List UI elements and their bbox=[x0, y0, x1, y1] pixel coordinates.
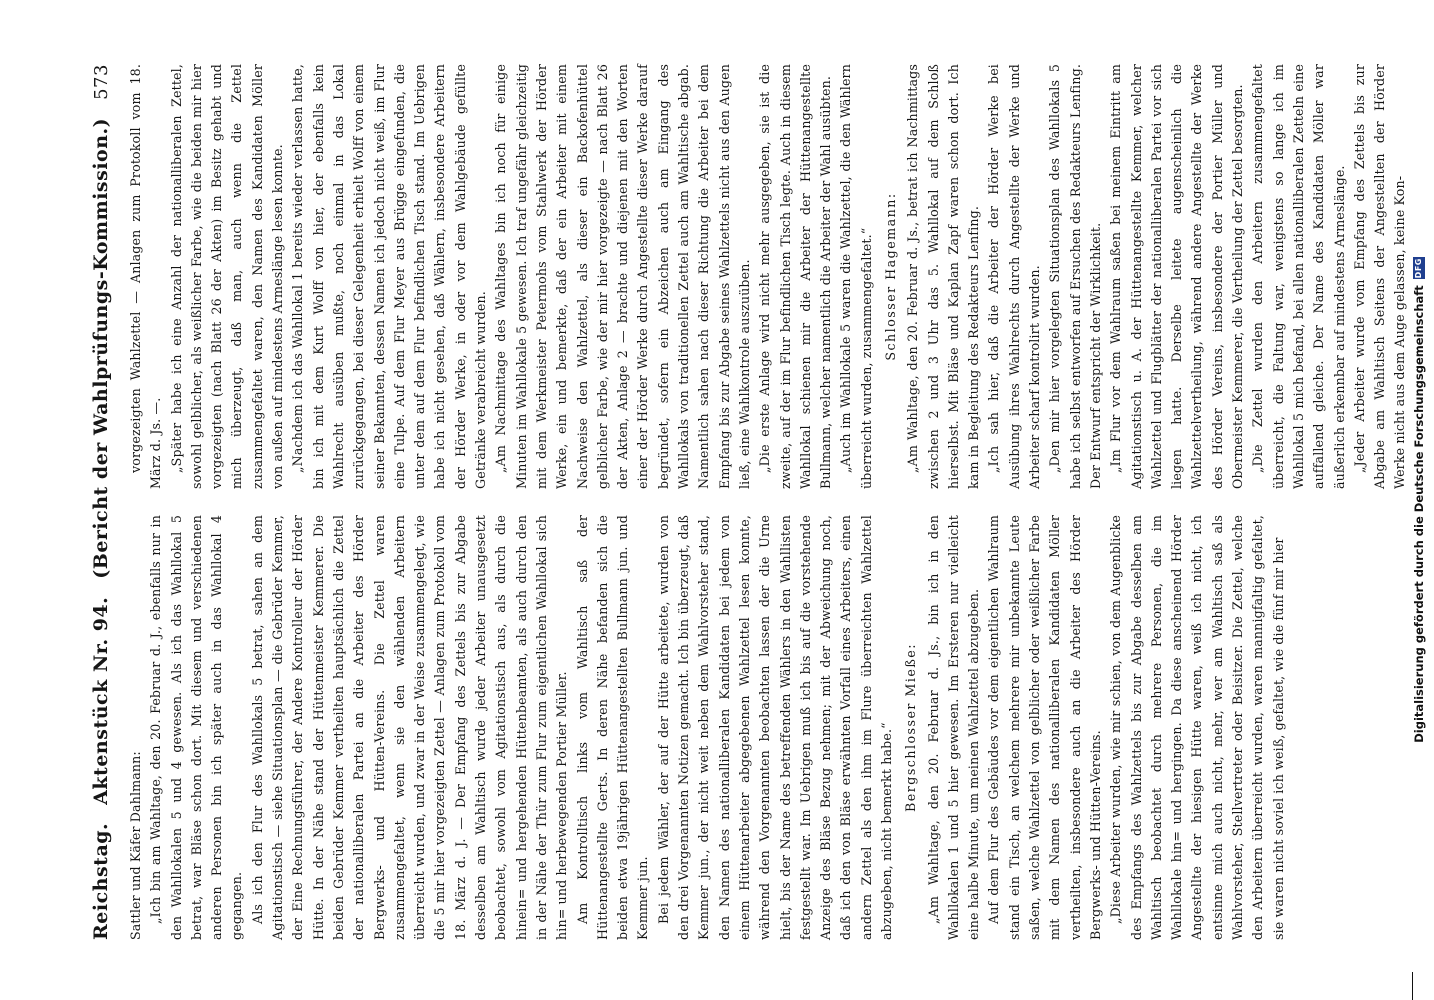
paragraph: „Am Wahltage, den 20. Februar d. Js., bin ich in den Wahllokalen 1 und 5 hier gewesen. Im Ersteren nur vielleicht eine halbe Minute, um meinen Wahlzettel abzugeben. bbox=[925, 515, 982, 940]
page-number: 573 bbox=[91, 64, 112, 100]
paragraph: „Jeder Arbeiter wurde vom Empfang des Zettels bis zur Abgabe am Wahltisch Seitens der Angestellten der Hörder Werke nicht aus dem Auge gelassen, keine Kon- bbox=[1351, 64, 1408, 489]
header-center: Aktenstück Nr. 94. bbox=[90, 596, 112, 805]
paragraph: „Am Wahltage, den 20. Februar d. Js., betrat ich Nachmittags zwischen 2 und 3 Uhr das 5. Wahllokal auf dem Schloß hierselbst. Mit Bläse und Kaplan Zapf waren schon dort. Ich kam in Begleitung des Redakteurs Lenfing. bbox=[905, 64, 982, 489]
digitization-credit bbox=[1404, 0, 1434, 1000]
paragraph: Bei jedem Wähler, der auf der Hütte arbeitete, wurden von den drei Vorgenannten Notizen gemacht. Ich bin überzeugt, daß Kemmer jun., der nicht weit neben dem Wahlvorsteher stand, den Namen des nationalliberalen Kandidaten bei jedem von einem Hüttenarbeiter abgegebenen Wahlzettel lesen konnte, während den Vorgenannten beobachten lassen der die Urne hielt, bis der Name des betreffenden Wählers in den Wahllisten festgestellt war. Im Uebrigen muß ich bis auf die vorstehende Anzeige des Bläse Bezug nehmen; mit der Abweichung noch, daß ich den von Bläse erwähnten Vorfall eines Arbeiters, einen andern Zettel als den ihm im Flure überreichten Wahlzettel abzugeben, nicht bemerkt habe.“ bbox=[655, 515, 894, 940]
document-page bbox=[28, 0, 1408, 1000]
page-header bbox=[90, 64, 112, 940]
paragraph: „Im Flur vor dem Wahlraum saßen bei meinem Eintritt am Agitationstisch u. A. der Hüttenangestellte Kemmer, welcher Wahlzettel und Flugblätter der nationalliberalen Partei vor sich liegen hatte. Derselbe leitete augenscheinlich die Wahlzettelvertheilung, während andere Angestellte der Werke des Hörder Vereins, insbesondere der Portier Müller und Obermeister Kemmerer, die Vertheilung der Zettel besorgten. bbox=[1108, 64, 1246, 489]
witness-heading: Schlosser Hagemann: bbox=[882, 192, 898, 361]
paragraph: „Diese Arbeiter wurden, wie mir schien, von dem Augenblicke des Empfangs des Wahlzettels bis zur Abgabe desselben am Wahltisch beobachtet durch mehrere Personen, die im Wahllokale hin= und hergingen. Da diese anscheinend Hörder Angestellte der hiesigen Hütte waren, weiß ich nicht, ich entsinne mich auch nicht, mehr, wer am Wahltisch saß als Wahlvorsteher, Stellvertreter oder Beisitzer. Die Zettel, welche den Arbeitern überreicht wurden, waren mannigfaltig gefaltet, sie waren nicht soviel ich weiß, gefaltet, wie die fünf mir hier bbox=[1108, 515, 1286, 940]
paragraph: „Auch im Wahllokale 5 waren die Wahlzettel, die den Wählern überreicht wurden, zusammengefaltet.“ bbox=[838, 64, 874, 489]
scan-edge-divider bbox=[1412, 972, 1413, 1000]
paragraph: „Später habe ich eine Anzahl der nationalliberalen Zettel, sowohl gelblicher, als weißlicher Farbe, wie die beiden mir hier vorgezeigten (nach Blatt 26 der Akten) im Besitz gehabt und mich überzeugt, daß man, auch wenn die Zettel zusammengefaltet waren, den Namen des Kandidaten Möller von außen auf mindestens Armeslänge lesen konnte. bbox=[168, 64, 286, 489]
paragraph: „Ich sah hier, daß die Arbeiter der Hörder Werke bei Ausübung ihres Wahlrechts durch Angestellte der Werke und Arbeiter scharf kontrolirt wurden. bbox=[986, 64, 1043, 489]
header-left: Reichstag. bbox=[90, 822, 112, 940]
paragraph: vorgezeigten Wahlzettel — Anlagen zum Protokoll vom 18. März d. Js. —. bbox=[128, 64, 164, 489]
text-column-right bbox=[126, 64, 1408, 489]
text-column-left bbox=[126, 515, 1366, 940]
paragraph: Auf dem Flur des Gebäudes vor dem eigentlichen Wahlraum stand ein Tisch, an welchem mehrere mir unbekannte Leute saßen, welche Wahlzettel von gelblicher oder weißlicher Farbe mit dem Namen des nationalliberalen Kandidaten Möller vertheilten, insbesondere auch an die Arbeiter des Hörder Bergwerks- und Hütten-Vereins. bbox=[986, 515, 1103, 940]
paragraph: „Den mir hier vorgelegten Situationsplan des Wahllokals 5 habe ich selbst entworfen auf Ersuchen des Redakteurs Lenfing. Der Entwurf entspricht der Wirklichkeit. bbox=[1047, 64, 1103, 489]
paragraph: „Ich bin am Wahltage, den 20. Februar d. J., ebenfalls nur in den Wahllokalen 5 und 4 gewesen. Als ich das Wahllokal 5 betrat, war Bläse schon dort. Mit diesem und verschiedenen anderen Personen bin ich später auch in das Wahllokal 4 gegangen. bbox=[148, 515, 245, 940]
paragraph: Als ich den Flur des Wahllokals 5 betrat, sahen an dem Agitationstisch — siehe Situationsplan — die Gebrüder Kemmer, der Eine Rechnungsführer, der Andere Kontrolleur der Hörder Hütte. In der Nähe stand der Hüttenmeister Kemmerer. Die beiden Gebrüder Kemmer vertheilten hauptsächlich die Zettel der nationalliberalen Partei an die Arbeiter des Hörder Bergwerks- und Hütten-Vereins. Die Zettel waren zusammengefaltet, wenn sie den wählenden Arbeitern überreicht wurden, und zwar in der Weise zusammengelegt, wie die 5 mir hier vorgezeigten Zettel — Anlagen zum Protokoll vom 18. März d. J. — Der Empfang des Zettels bis zur Abgabe desselben am Wahltisch wurde jeder Arbeiter unausgesetzt beobachtet, sowohl vom Agitationstisch aus, als durch die hinein= und hergehenden Hüttenbeamten, als auch durch den in der Nähe der Thür zum Flur zum eigentlichen Wahllokal sich hin= und herbewegenden Portier Müller. bbox=[249, 515, 570, 940]
witness-heading: Bergschlosser Mieße: bbox=[903, 643, 919, 812]
credit-text: Digitalisierung gefördert durch die Deutsche Forschungsgemeinschaft bbox=[1412, 285, 1426, 743]
paragraph: „Die Zettel wurden den Arbeitern zusammengefaltet überreicht, die Faltung war, wenigstens so lange ich im Wahllokal 5 mich befand, bei allen nationalliberalen Zetteln eine auffallend gleiche. Der Name des Kandidaten Möller war äußerlich erkennbar auf mindestens Armeslänge. bbox=[1250, 64, 1347, 489]
text-columns bbox=[126, 64, 1408, 940]
paragraph: „Nachdem ich das Wahllokal 1 bereits wieder verlassen hatte, bin ich mit dem Kurt Wolff von hier, der ebenfalls kein Wahlrecht ausüben mußte, noch einmal in das Lokal zurückgegangen, bei dieser Gelegenheit erhielt Wolff von einem seiner Bekannten, dessen Namen ich jedoch nicht weiß, im Flur eine Tulpe. Auf dem Flur Meyer aus Brügge eingefunden, die unter dem auf dem Flur befindlichen Tisch stand. Im Uebrigen habe ich nicht gesehen, daß Wählern, insbesondere Arbeitern der Hörder Werke, in oder vor dem Wahlgebäude gefüllte Getränke verabreicht wurden. bbox=[290, 64, 489, 489]
speaker-heading: Sattler und Käfer Dahlmann: bbox=[128, 751, 143, 940]
paragraph: „Am Nachmittage des Wahltages bin ich noch für einige Minuten im Wahllokale 5 gewesen. Ich traf ungefähr gleichzeitig mit dem Werkmeister Petermohs vom Stahlwerk der Hörder Werke, ein und bemerkte, daß der ein Arbeiter mit einem Nachweise den Wahlzettel, als dieser ein Backofenhüttel gelblicher Farbe, wie der mir hier vorgezeigte — nach Blatt 26 der Akten, Anlage 2 — brachte und diejenen mit den Worten einer der Hörder Werke durch Angestellte dieser Werke darauf begründet, sofern ein Abzeichen auch am Eingang des Wahllokals von traditionellen Zettel auch am Wahltische abgab. Namentlich sahen nach dieser Richtung die Arbeiter bei dem Empfang bis zur Abgabe seines Wahlzettels nicht aus den Augen ließ, eine Wahlkontrole auszuüben. bbox=[493, 64, 752, 489]
paragraph: Am Kontrolltisch links vom Wahltisch saß der Hüttenangestellte Gerts. In deren Nähe befanden sich die beiden etwa 19jährigen Hüttenangestellten Bullmann jun. und Kemmer jun. bbox=[574, 515, 651, 940]
dfg-logo-icon: DFG bbox=[1414, 258, 1423, 279]
paragraph: „Die erste Anlage wird nicht mehr ausgegeben, sie ist die zweite, auf der im Flur befindlichen Tisch legte. Auch in diesem Wahllokal schienen mir die Arbeiter der Hüttenangestellte Bullmann, welcher namentlich die Arbeiter der Wahl ausübten. bbox=[757, 64, 834, 489]
header-right: (Bericht der Wahlprüfungs-Kommission.) bbox=[90, 117, 112, 579]
